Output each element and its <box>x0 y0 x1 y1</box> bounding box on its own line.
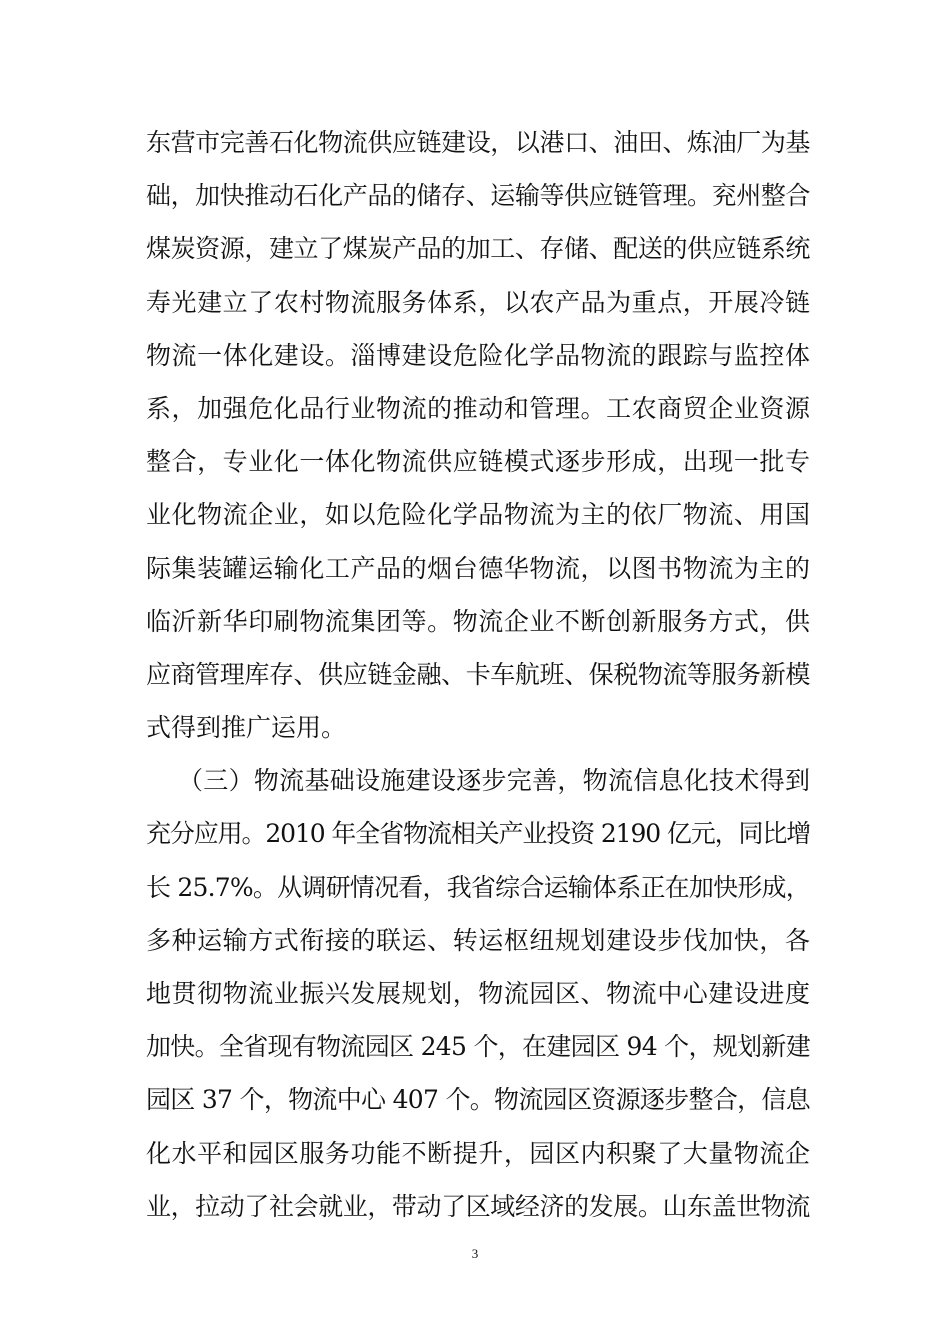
text-line: 地贯彻物流业振兴发展规划，物流园区、物流中心建设进度 <box>146 979 810 1008</box>
text-line: 系，加强危化品行业物流的推动和管理。工农商贸企业资源 <box>146 393 810 423</box>
text-line: 煤炭资源，建立了煤炭产品的加工、存储、配送的供应链系统 <box>146 234 810 264</box>
section-heading-line: （三）物流基础设施建设逐步完善，物流信息化技术得到 <box>178 766 810 796</box>
text-line: 临沂新华印刷物流集团等。物流企业不断创新服务方式，供 <box>146 606 810 636</box>
text-line: 东营市完善石化物流供应链建设，以港口、油田、炼油厂为基 <box>146 128 810 157</box>
text-line: 础，加快推动石化产品的储存、运输等供应链管理。兖州整合 <box>146 181 810 211</box>
text-line: 际集装罐运输化工产品的烟台德华物流，以图书物流为主的 <box>146 553 810 583</box>
text-line: 业，拉动了社会就业，带动了区域经济的发展。山东盖世物流 <box>146 1191 810 1221</box>
text-line: 物流一体化建设。淄博建设危险化学品物流的跟踪与监控体 <box>146 340 810 370</box>
text-line: 多种运输方式衔接的联运、转运枢纽规划建设步伐加快，各 <box>146 925 810 955</box>
text-line: 长 25.7%。从调研情况看，我省综合运输体系正在加快形成， <box>146 872 810 902</box>
body-text <box>146 116 810 1233</box>
page-number: 3 <box>471 1246 479 1261</box>
text-line: 业化物流企业，如以危险化学品物流为主的依厂物流、用国 <box>146 500 810 530</box>
text-line: 充分应用。2010 年全省物流相关产业投资 2190 亿元，同比增 <box>146 819 811 849</box>
text-line: 园区 37 个，物流中心 407 个。物流园区资源逐步整合，信息 <box>146 1085 810 1115</box>
text-line: 应商管理库存、供应链金融、卡车航班、保税物流等服务新模 <box>146 659 810 689</box>
text-line: 加快。全省现有物流园区 245 个，在建园区 94 个，规划新建 <box>146 1032 810 1062</box>
text-line: 整合，专业化一体化物流供应链模式逐步形成，出现一批专 <box>146 447 810 477</box>
text-line-paragraph-end: 式得到推广运用。 <box>146 713 347 743</box>
text-line: 寿光建立了农村物流服务体系，以农产品为重点，开展冷链 <box>146 287 810 317</box>
text-line: 化水平和园区服务功能不断提升，园区内积聚了大量物流企 <box>146 1138 810 1168</box>
